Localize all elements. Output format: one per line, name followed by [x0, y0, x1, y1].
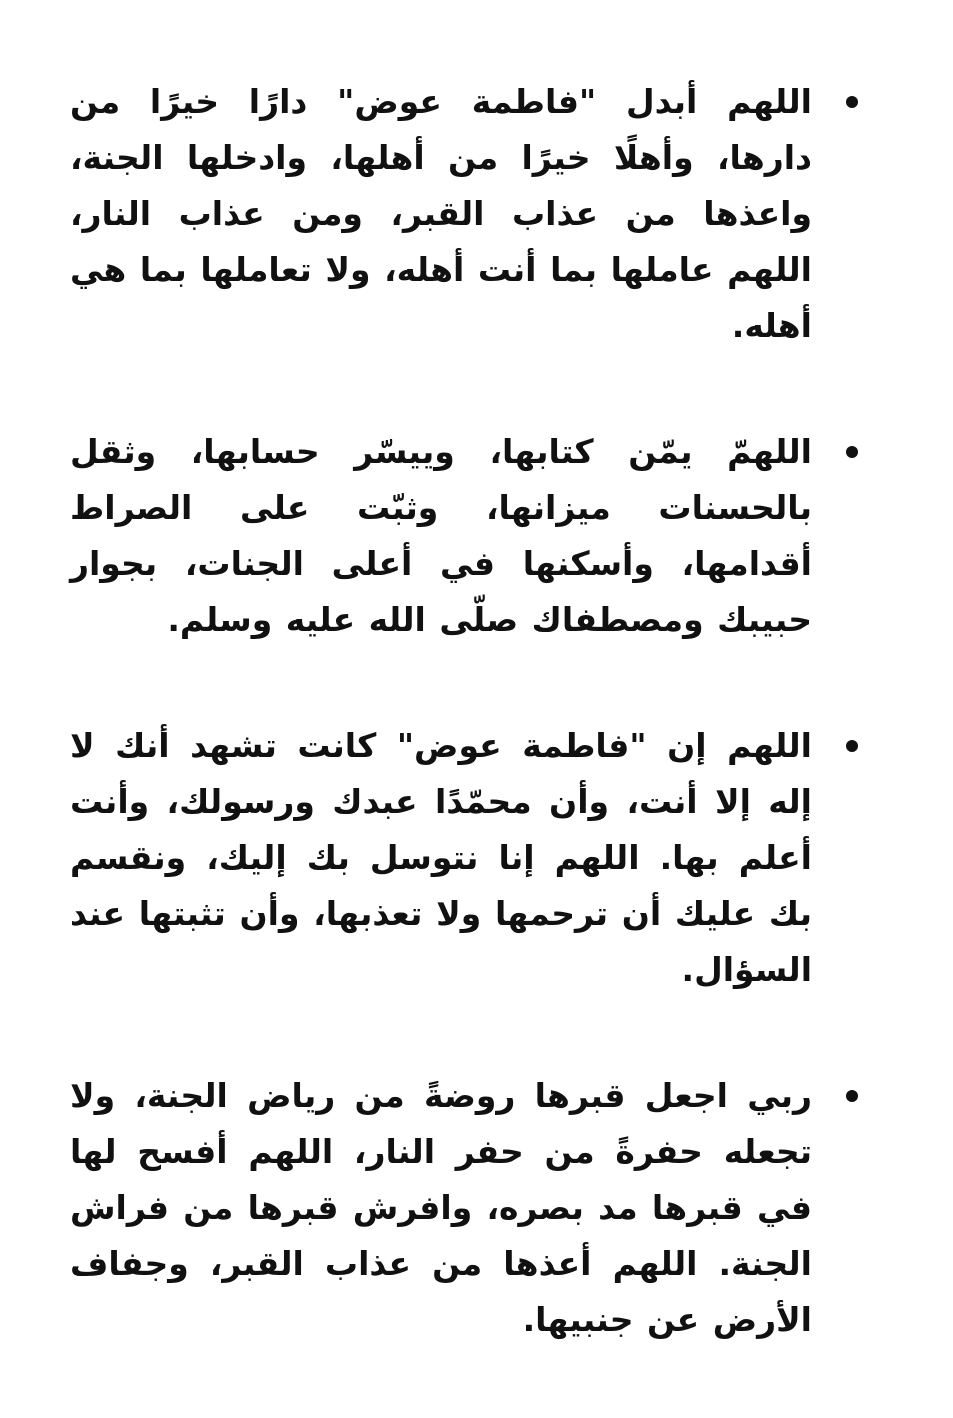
bullet-icon — [846, 96, 858, 108]
prayer-text: ربي اجعل قبرها روضةً من رياض الجنة، ولا تجعله حفرةً من حفر النار، اللهم أفسح لها في قبرها مد بصره، وافرش قبرها من فراش الجنة. اللهم أعذها من عذاب القبر، وجفاف الأرض عن جنبيها. — [70, 1076, 812, 1339]
list-item — [70, 718, 882, 998]
list-item — [70, 74, 882, 354]
prayer-text: اللهم إن "فاطمة عوض" كانت تشهد أنك لا إله إلا أنت، وأن محمّدًا عبدك ورسولك، وأنت أعلم بها. اللهم إنا نتوسل بك إليك، ونقسم بك عليك أن ترحمها ولا تعذبها، وأن تثبتها عند السؤال. — [70, 726, 812, 989]
prayer-text: اللهمّ يمّن كتابها، وييسّر حسابها، وثقل بالحسنات ميزانها، وثبّت على الصراط أقدامها، وأسكنها في أعلى الجنات، بجوار حبيبك ومصطفاك صلّى الله عليه وسلم. — [70, 432, 812, 639]
bullet-icon — [846, 446, 858, 458]
prayer-list — [70, 74, 882, 1418]
bullet-icon — [846, 1090, 858, 1102]
list-item — [70, 1068, 882, 1348]
list-item — [70, 424, 882, 648]
bullet-icon — [846, 740, 858, 752]
prayer-text: اللهم أبدل "فاطمة عوض" دارًا خيرًا من دارها، وأهلًا خيرًا من أهلها، وادخلها الجنة، واعذها من عذاب القبر، ومن عذاب النار، اللهم عاملها بما أنت أهله، ولا تعاملها بما هي أهله. — [70, 82, 812, 345]
